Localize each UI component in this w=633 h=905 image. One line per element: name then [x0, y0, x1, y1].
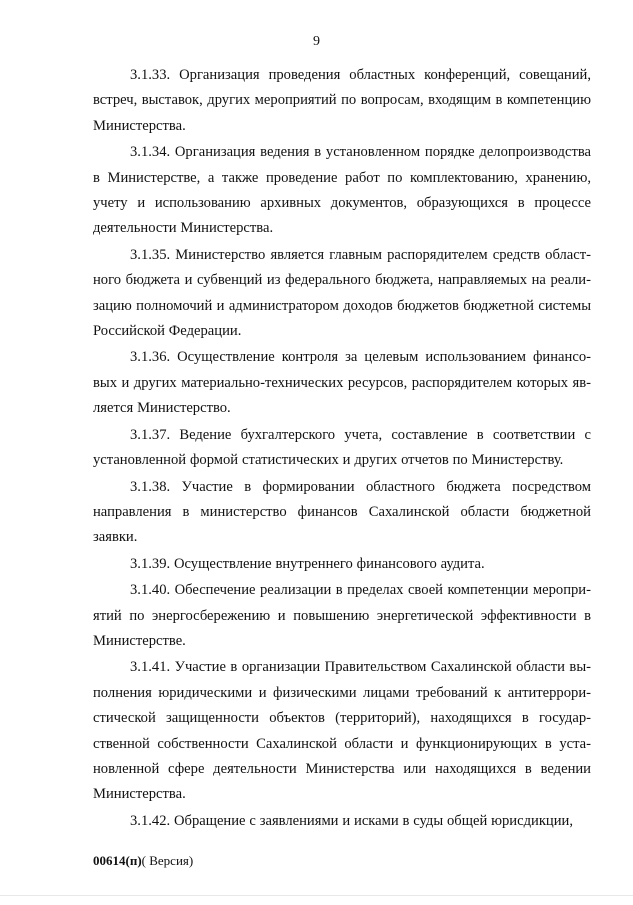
- paragraph-3-1-36: 3.1.36. Осуществление контроля за целевым использованием финансовых и других материально-технических ресурсов, распорядителем которых является Министерство.: [93, 349, 591, 417]
- paragraph-3-1-38: 3.1.38. Участие в формировании областного бюджета посредством направления в министерство финансов Сахалинской области бюджетной заявки.: [93, 478, 591, 546]
- paragraph-3-1-33: 3.1.33. Организация проведения областных конференций, совещаний, встреч, выставок, других мероприятий по вопросам, входящим в компетенцию Министерства.: [93, 67, 591, 134]
- paragraph-3-1-41: 3.1.41. Участие в организации Правительством Сахалинской области выполнения юридическими и физическими лицами требований к антитеррористической защищенности объектов (территорий), находящихся в государственной собственности Сахалинской области и функционирующих в установленной сфере деятельности Министерства или находящихся в ведении Министерства.: [93, 659, 591, 803]
- paragraph-3-1-39: 3.1.39. Осуществление внутреннего финансового аудита.: [130, 555, 485, 572]
- paragraph-3-1-37: 3.1.37. Ведение бухгалтерского учета, составление в соответствии с установленной формой статистических и других отчетов по Министерству.: [93, 426, 591, 469]
- paragraph-3-1-35: 3.1.35. Министерство является главным распорядителем средств областного бюджета и субвенций из федерального бюджета, направляемых на реализацию полномочий и администратором доходов бюджетов бюджетной системы Российской Федерации.: [93, 246, 591, 340]
- document-code: 00614(п): [93, 853, 142, 868]
- document-version: ( Версия): [141, 853, 194, 868]
- paragraph-3-1-42: 3.1.42. Обращение с заявлениями и исками в суды общей юрисдикции,: [130, 812, 573, 829]
- document-footer: [93, 853, 193, 869]
- page-number: 9: [313, 34, 320, 49]
- paragraph-3-1-34: 3.1.34. Организация ведения в установленном порядке делопроизводства в Министерстве, а также проведение работ по комплектованию, хранению, учету и использованию архивных документов, образующихся в процессе деятельности Министерства.: [93, 144, 591, 237]
- paragraph-3-1-40: 3.1.40. Обеспечение реализации в пределах своей компетенции мероприятий по энергосбережению и повышению энергетической эффективности в Министерстве.: [93, 582, 591, 649]
- document-body: [93, 63, 591, 835]
- page-bottom-edge: [0, 895, 633, 896]
